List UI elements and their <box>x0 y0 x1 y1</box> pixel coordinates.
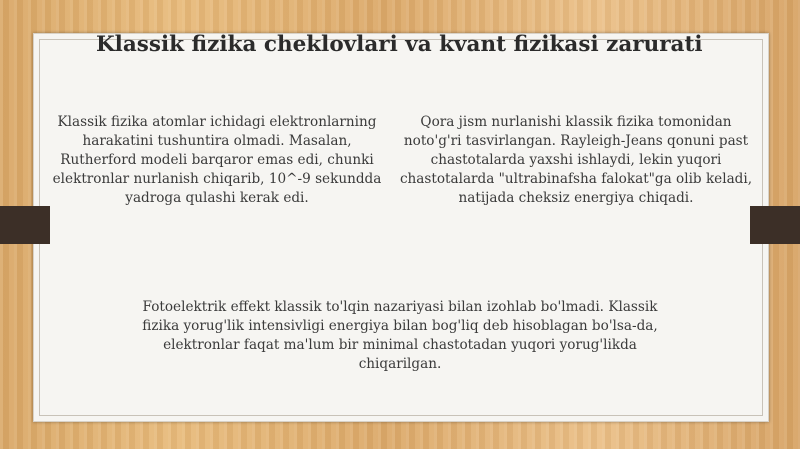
slide-title: Klassik fizika cheklovlari va kvant fizikasi zarurati <box>96 32 703 57</box>
right-side-tab <box>750 206 800 244</box>
text-block-photoelectric-effect: Fotoelektrik effekt klassik to'lqin nazariyasi bilan izohlab bo'lmadi. Klassik fizika yorug'lik intensivligi energiya bilan bog'liq deb hisoblagan bo'lsa-da, elektronlar faqat ma'lum bir minimal chastotadan yuqori yorug'likda chiqarilgan. <box>142 299 658 372</box>
text-block-black-body-radiation: Qora jism nurlanishi klassik fizika tomonidan noto'g'ri tasvirlangan. Rayleigh-Jeans qonuni past chastotalarda yaxshi ishlaydi, lekin yuqori chastotalarda "ultrabinafsha falokat"ga olib keladi, natijada cheksiz energiya chiqadi. <box>399 114 753 206</box>
left-side-tab <box>0 206 50 244</box>
text-block-atomic-electrons: Klassik fizika atomlar ichidagi elektronlarning harakatini tushuntira olmadi. Masalan, Rutherford modeli barqaror emas edi, chunki elektronlar nurlanish chiqarib, 10^-9 sekundda yadroga qulashi kerak edi. <box>52 114 382 206</box>
